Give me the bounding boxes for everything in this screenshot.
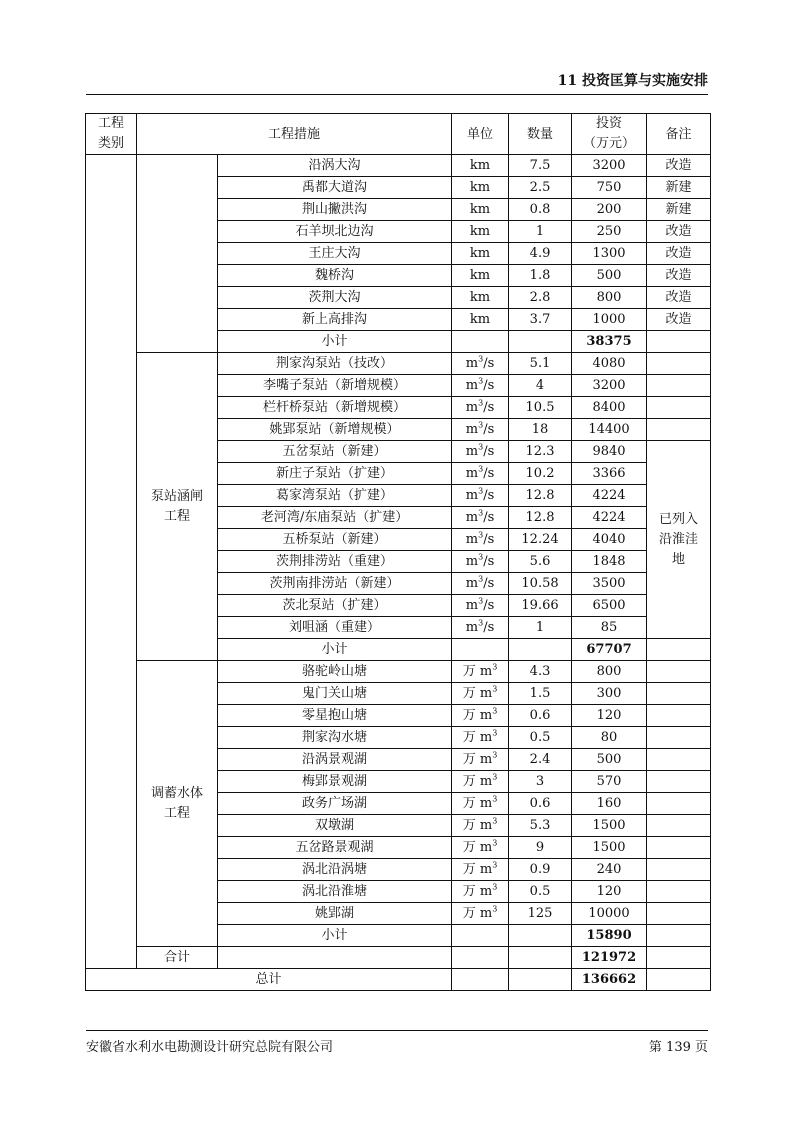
cell-note <box>647 727 711 749</box>
investment-table <box>85 113 711 991</box>
chapter-header: 11 投资匡算与实施安排 <box>557 73 708 89</box>
cell-unit: 万 $m^3$ <box>452 837 509 859</box>
cell-qty: 12.3 <box>509 441 572 463</box>
cell-unit: $m^3/s$ <box>452 375 509 397</box>
cell-measure: 新庄子泵站（扩建） <box>218 463 452 485</box>
cell-unit <box>452 947 509 969</box>
sum-value: 121972 <box>572 947 647 969</box>
cell-note: 改造 <box>647 243 711 265</box>
cell-unit: 万 $m^3$ <box>452 859 509 881</box>
cell-invest: 80 <box>572 727 647 749</box>
cell-category-pump: 泵站涵闸 工程 <box>137 353 218 661</box>
subtotal-value: 15890 <box>572 925 647 947</box>
footer-company: 安徽省水利水电勘测设计研究总院有限公司 <box>86 1040 334 1055</box>
cell-qty: 19.66 <box>509 595 572 617</box>
cell-qty: 1.8 <box>509 265 572 287</box>
cell-invest: 160 <box>572 793 647 815</box>
cell-note <box>647 705 711 727</box>
cell-measure: 荆家沟水塘 <box>218 727 452 749</box>
cell-qty: 12.8 <box>509 507 572 529</box>
cell-qty: 5.6 <box>509 551 572 573</box>
header-measure: 工程措施 <box>137 114 452 155</box>
cell-qty: 2.4 <box>509 749 572 771</box>
cell-unit: km <box>452 199 509 221</box>
cell-unit: $m^3/s$ <box>452 419 509 441</box>
cell-unit: 万 $m^3$ <box>452 661 509 683</box>
cell-unit: 万 $m^3$ <box>452 903 509 925</box>
cell-qty: 10.2 <box>509 463 572 485</box>
cell-invest: 6500 <box>572 595 647 617</box>
cell-invest: 4080 <box>572 353 647 375</box>
cell-invest: 1300 <box>572 243 647 265</box>
header-invest: 投资 （万元） <box>572 114 647 155</box>
cell-qty: 3.7 <box>509 309 572 331</box>
cell-unit: km <box>452 309 509 331</box>
cell-qty <box>509 969 572 991</box>
cell-invest: 500 <box>572 749 647 771</box>
cell-note <box>647 683 711 705</box>
cell-unit: $m^3/s$ <box>452 397 509 419</box>
cell-unit <box>452 639 509 661</box>
cell-qty: 7.5 <box>509 155 572 177</box>
cell-note <box>647 881 711 903</box>
cell-measure: 姚郢泵站（新增规模） <box>218 419 452 441</box>
cell-invest: 240 <box>572 859 647 881</box>
cell-unit: 万 $m^3$ <box>452 815 509 837</box>
cell-note <box>647 353 711 375</box>
cell-unit <box>452 969 509 991</box>
cell-unit: 万 $m^3$ <box>452 727 509 749</box>
table-row <box>86 661 711 683</box>
cell-note <box>647 815 711 837</box>
cell-qty: 3 <box>509 771 572 793</box>
cell-unit: $m^3/s$ <box>452 353 509 375</box>
cell-measure: 政务广场湖 <box>218 793 452 815</box>
table-header-row <box>86 114 711 155</box>
cell-unit: km <box>452 155 509 177</box>
cell-invest: 4224 <box>572 485 647 507</box>
cell-measure: 老河湾/东庙泵站（扩建） <box>218 507 452 529</box>
cell-unit: $m^3/s$ <box>452 441 509 463</box>
cell-qty <box>509 925 572 947</box>
cell-unit: km <box>452 243 509 265</box>
cell-invest: 570 <box>572 771 647 793</box>
cell-measure: 五岔路景观湖 <box>218 837 452 859</box>
cell-measure <box>218 947 452 969</box>
cell-measure: 荆山撇洪沟 <box>218 199 452 221</box>
subtotal-label: 小计 <box>218 639 452 661</box>
cell-measure: 涡北沿淮塘 <box>218 881 452 903</box>
cell-unit: $m^3/s$ <box>452 595 509 617</box>
cell-note <box>647 771 711 793</box>
cell-qty <box>509 331 572 353</box>
cell-measure: 禹都大道沟 <box>218 177 452 199</box>
footer-page-number: 第 139 页 <box>648 1040 708 1055</box>
cell-measure: 零星抱山塘 <box>218 705 452 727</box>
cell-note <box>647 331 711 353</box>
cell-invest: 500 <box>572 265 647 287</box>
header-unit: 单位 <box>452 114 509 155</box>
cell-invest: 9840 <box>572 441 647 463</box>
cell-qty: 4.3 <box>509 661 572 683</box>
cell-qty: 0.6 <box>509 705 572 727</box>
cell-invest: 750 <box>572 177 647 199</box>
cell-invest: 3500 <box>572 573 647 595</box>
cell-invest: 1000 <box>572 309 647 331</box>
cell-unit: $m^3/s$ <box>452 485 509 507</box>
cell-note: 改造 <box>647 309 711 331</box>
cell-qty: 2.8 <box>509 287 572 309</box>
cell-invest: 14400 <box>572 419 647 441</box>
cell-invest: 1500 <box>572 837 647 859</box>
cell-unit: km <box>452 221 509 243</box>
cell-invest: 85 <box>572 617 647 639</box>
cell-measure: 栏杆桥泵站（新增规模） <box>218 397 452 419</box>
cell-qty: 4.9 <box>509 243 572 265</box>
cell-note-pump: 已列入 沿淮洼 地 <box>647 441 711 639</box>
cell-unit: $m^3/s$ <box>452 617 509 639</box>
cell-note: 改造 <box>647 287 711 309</box>
cell-note: 改造 <box>647 265 711 287</box>
cell-note <box>647 375 711 397</box>
cell-measure: 沿涡景观湖 <box>218 749 452 771</box>
cell-note <box>647 661 711 683</box>
cell-qty: 0.5 <box>509 727 572 749</box>
cell-unit: 万 $m^3$ <box>452 793 509 815</box>
cell-measure: 梅郢景观湖 <box>218 771 452 793</box>
cell-measure: 新上高排沟 <box>218 309 452 331</box>
cell-unit: $m^3/s$ <box>452 507 509 529</box>
cell-qty: 10.58 <box>509 573 572 595</box>
cell-qty: 5.1 <box>509 353 572 375</box>
cell-qty: 10.5 <box>509 397 572 419</box>
cell-invest: 3200 <box>572 375 647 397</box>
cell-measure: 双墩湖 <box>218 815 452 837</box>
subtotal-value: 67707 <box>572 639 647 661</box>
cell-note <box>647 749 711 771</box>
cell-unit: $m^3/s$ <box>452 463 509 485</box>
cell-note <box>647 397 711 419</box>
total-row <box>86 969 711 991</box>
cell-measure: 石羊坝北边沟 <box>218 221 452 243</box>
cell-qty: 5.3 <box>509 815 572 837</box>
cell-note: 改造 <box>647 221 711 243</box>
cell-invest: 300 <box>572 683 647 705</box>
cell-qty: 2.5 <box>509 177 572 199</box>
cell-unit: km <box>452 265 509 287</box>
total-value: 136662 <box>572 969 647 991</box>
total-label: 总计 <box>86 969 452 991</box>
cell-unit: $m^3/s$ <box>452 551 509 573</box>
subtotal-label: 小计 <box>218 925 452 947</box>
cell-note: 新建 <box>647 177 711 199</box>
cell-qty: 0.9 <box>509 859 572 881</box>
cell-note <box>647 639 711 661</box>
cell-invest: 800 <box>572 661 647 683</box>
table-row <box>86 353 711 375</box>
subtotal-label: 小计 <box>218 331 452 353</box>
cell-qty <box>509 947 572 969</box>
cell-measure: 葛家湾泵站（扩建） <box>218 485 452 507</box>
cell-qty: 1.5 <box>509 683 572 705</box>
cell-measure: 茨荆南排涝站（新建） <box>218 573 452 595</box>
header-qty: 数量 <box>509 114 572 155</box>
cell-invest: 1500 <box>572 815 647 837</box>
cell-measure: 魏桥沟 <box>218 265 452 287</box>
cell-note <box>647 925 711 947</box>
cell-invest: 10000 <box>572 903 647 925</box>
cell-category-ditch <box>137 155 218 353</box>
cell-unit: 万 $m^3$ <box>452 881 509 903</box>
cell-measure: 李嘴子泵站（新增规模） <box>218 375 452 397</box>
cell-measure: 五岔泵站（新建） <box>218 441 452 463</box>
cell-note <box>647 419 711 441</box>
cell-note: 新建 <box>647 199 711 221</box>
cell-invest: 4224 <box>572 507 647 529</box>
cell-unit: 万 $m^3$ <box>452 683 509 705</box>
cell-measure: 五桥泵站（新建） <box>218 529 452 551</box>
cell-invest: 800 <box>572 287 647 309</box>
cell-measure: 骆驼岭山塘 <box>218 661 452 683</box>
cell-qty: 9 <box>509 837 572 859</box>
cell-measure: 刘咀涵（重建） <box>218 617 452 639</box>
cell-note <box>647 837 711 859</box>
cell-measure: 鬼门关山塘 <box>218 683 452 705</box>
cell-unit: $m^3/s$ <box>452 529 509 551</box>
sum-row <box>86 947 711 969</box>
cell-qty <box>509 639 572 661</box>
cell-qty: 4 <box>509 375 572 397</box>
cell-unit: 万 $m^3$ <box>452 771 509 793</box>
cell-qty: 12.8 <box>509 485 572 507</box>
cell-note <box>647 969 711 991</box>
cell-note <box>647 947 711 969</box>
cell-invest: 120 <box>572 705 647 727</box>
table-row <box>86 155 711 177</box>
header-note: 备注 <box>647 114 711 155</box>
subtotal-value: 38375 <box>572 331 647 353</box>
cell-qty: 18 <box>509 419 572 441</box>
cell-measure: 姚郢湖 <box>218 903 452 925</box>
cell-unit: km <box>452 287 509 309</box>
cell-qty: 1 <box>509 617 572 639</box>
cell-measure: 沿涡大沟 <box>218 155 452 177</box>
cell-unit: km <box>452 177 509 199</box>
cell-note <box>647 793 711 815</box>
cell-unit <box>452 925 509 947</box>
cell-note <box>647 903 711 925</box>
cell-unit <box>452 331 509 353</box>
cell-category-storage: 调蓄水体 工程 <box>137 661 218 947</box>
cell-note <box>647 859 711 881</box>
sum-label: 合计 <box>137 947 218 969</box>
cell-category-outer <box>86 155 137 969</box>
cell-invest: 120 <box>572 881 647 903</box>
cell-measure: 茨北泵站（扩建） <box>218 595 452 617</box>
cell-measure: 茨荆大沟 <box>218 287 452 309</box>
cell-measure: 荆家沟泵站（技改） <box>218 353 452 375</box>
cell-unit: $m^3/s$ <box>452 573 509 595</box>
footer-rule <box>86 1030 708 1031</box>
cell-qty: 0.5 <box>509 881 572 903</box>
cell-unit: 万 $m^3$ <box>452 705 509 727</box>
cell-qty: 12.24 <box>509 529 572 551</box>
cell-qty: 125 <box>509 903 572 925</box>
header-category: 工程 类别 <box>86 114 137 155</box>
cell-measure: 王庄大沟 <box>218 243 452 265</box>
cell-invest: 250 <box>572 221 647 243</box>
cell-qty: 0.8 <box>509 199 572 221</box>
cell-invest: 8400 <box>572 397 647 419</box>
cell-invest: 4040 <box>572 529 647 551</box>
cell-unit: 万 $m^3$ <box>452 749 509 771</box>
header-rule <box>86 94 708 95</box>
cell-invest: 3366 <box>572 463 647 485</box>
cell-qty: 1 <box>509 221 572 243</box>
cell-note: 改造 <box>647 155 711 177</box>
cell-invest: 3200 <box>572 155 647 177</box>
cell-measure: 茨荆排涝站（重建） <box>218 551 452 573</box>
cell-invest: 1848 <box>572 551 647 573</box>
cell-qty: 0.6 <box>509 793 572 815</box>
cell-measure: 涡北沿涡塘 <box>218 859 452 881</box>
cell-invest: 200 <box>572 199 647 221</box>
